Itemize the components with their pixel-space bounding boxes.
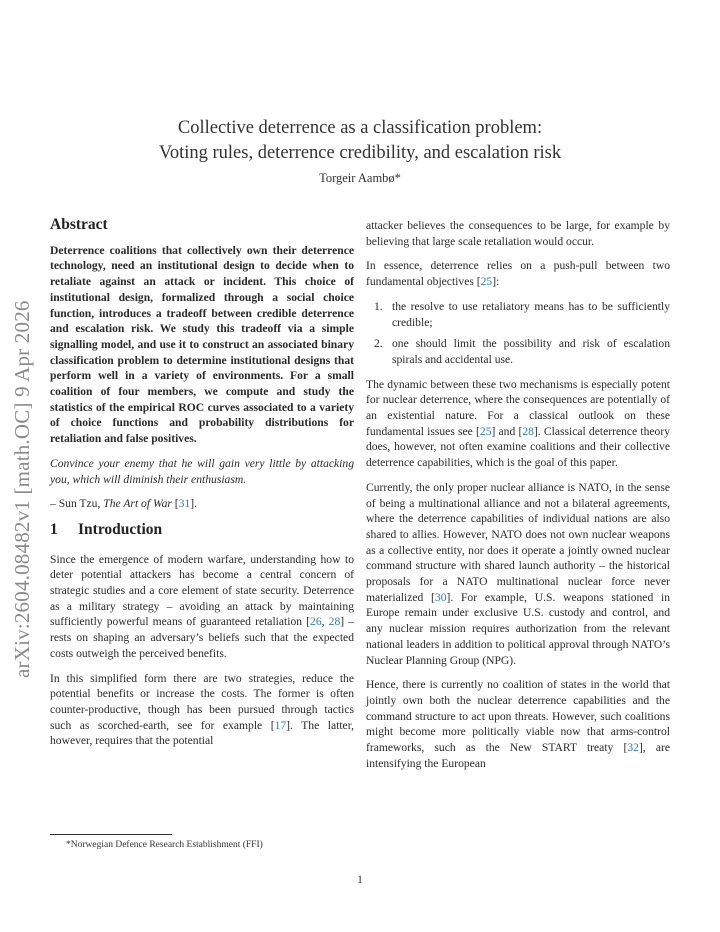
objectives-list <box>366 299 670 368</box>
title-line-1: Collective deterrence as a classification problem: <box>177 118 543 138</box>
epigraph-attribution: – Sun Tzu, The Art of War [31]. <box>50 497 198 511</box>
intro-paragraph-1: Since the emergence of modern warfare, understanding how to deter potential attackers has become a central concern of strategic studies and a core element of state security. Deterrence as a military strategy – avoiding an attack by maintaining sufficiently powerful means of guaranteed retaliation [26, 28] – rests on shaping an adversary’s beliefs such that the expected costs outweigh the perceived benefits. <box>50 552 354 660</box>
citation-link[interactable]: 28 <box>522 424 534 438</box>
intro-paragraph-2: In this simplified form there are two strategies, reduce the potential benefits or increase the costs. The former is often counter-productive, though has been pursued through tactics such as scorched-earth, see for example [17]. The latter, however, requires that the potential <box>50 671 354 748</box>
citation-link[interactable]: 26 <box>310 615 322 629</box>
epigraph-quote: Convince your enemy that he will gain very little by attacking you, which will diminish their enthusiasm. <box>50 456 354 486</box>
right-paragraph-0: attacker believes the consequences to be large, for example by believing that large scale retaliation would occur. <box>366 219 670 248</box>
author: Torgeir Aambø* <box>319 171 401 185</box>
citation-link[interactable]: 25 <box>479 424 492 438</box>
citation-link[interactable]: 31 <box>178 497 191 511</box>
abstract-heading: Abstract <box>50 216 108 233</box>
citation-link[interactable]: 28 <box>328 615 341 629</box>
section-number: 1 <box>50 520 58 538</box>
right-column <box>366 218 670 781</box>
section-title: Introduction <box>78 520 163 538</box>
title-line-2: Voting rules, deterrence credibility, and escalation risk <box>158 143 562 163</box>
citation-link[interactable]: 25 <box>480 275 493 289</box>
list-item: 2. one should limit the possibility and risk of escalation spirals and accidental use. <box>374 337 670 366</box>
citation-link[interactable]: 17 <box>274 718 287 732</box>
footnote: *Norwegian Defence Research Establishment (FFI) <box>66 840 263 850</box>
left-column <box>50 215 354 758</box>
paper-title <box>0 116 720 166</box>
footnote-rule <box>50 834 172 835</box>
page-number: 1 <box>357 874 363 886</box>
arxiv-identifier: arXiv:2604.08482v1 [math.OC] 9 Apr 2026 <box>10 300 34 678</box>
list-item: 1. the resolve to use retaliatory means has to be sufficiently credible; <box>374 299 670 329</box>
right-paragraph-4: Hence, there is currently no coalition of states in the world that jointly own both the nuclear deterrence capabilities and the command structure to act upon threats. However, such coalitions might become more politically viable now that arms-control frameworks, such as the New START treaty [32], are intensifying the European <box>366 678 670 770</box>
section-heading <box>50 522 354 538</box>
abstract-text: Deterrence coalitions that collectively own their deterrence technology, need an institutional design to decide when to retaliate against an attack or incident. This choice of institutional design, formalized through a social choice function, introduces a tradeoff between credible deterrence and escalation risk. We study this tradeoff via a simple signalling model, and use it to construct an associated binary classification problem to determine institutional designs that perform well in a variety of environments. For a small coalition of four members, we compute and study the statistics of the empirical ROC curves associated to a variety of choice functions and probability distributions for retaliation and false positives. <box>50 243 354 446</box>
right-paragraph-2: The dynamic between these two mechanisms is especially potent for nuclear deterrence, where the consequences are potentially of an existential nature. For a classical outlook on these fundamental issues see [25] and [28]. Classical deterrence theory does, however, not often examine coalitions and their collective deterrence capabilities, which is the goal of this paper. <box>366 377 670 470</box>
citation-link[interactable]: 32 <box>627 741 639 755</box>
citation-link[interactable]: 30 <box>434 590 447 604</box>
right-paragraph-3: Currently, the only proper nuclear alliance is NATO, in the sense of being a multinational alliance and not a bilateral agreements, where the deterrence capabilities of individual nations are also shared to allies. However, NATO does not own nuclear weapons as a collective entity, nor does it operate a jointly owned nuclear command structure with shared launch authority – the historical proposals for a NATO multinational nuclear force never materialized [30]. For example, U.S. weapons stationed in Europe remain under exclusive U.S. custody and control, and any nuclear mission requires authorization from the relevant national leaders in addition to political approval through NATO’s Nuclear Planning Group (NPG). <box>366 480 670 667</box>
epigraph-work: The Art of War <box>103 497 172 511</box>
right-paragraph-1: In essence, deterrence relies on a push-pull between two fundamental objectives [25]: <box>366 259 670 289</box>
